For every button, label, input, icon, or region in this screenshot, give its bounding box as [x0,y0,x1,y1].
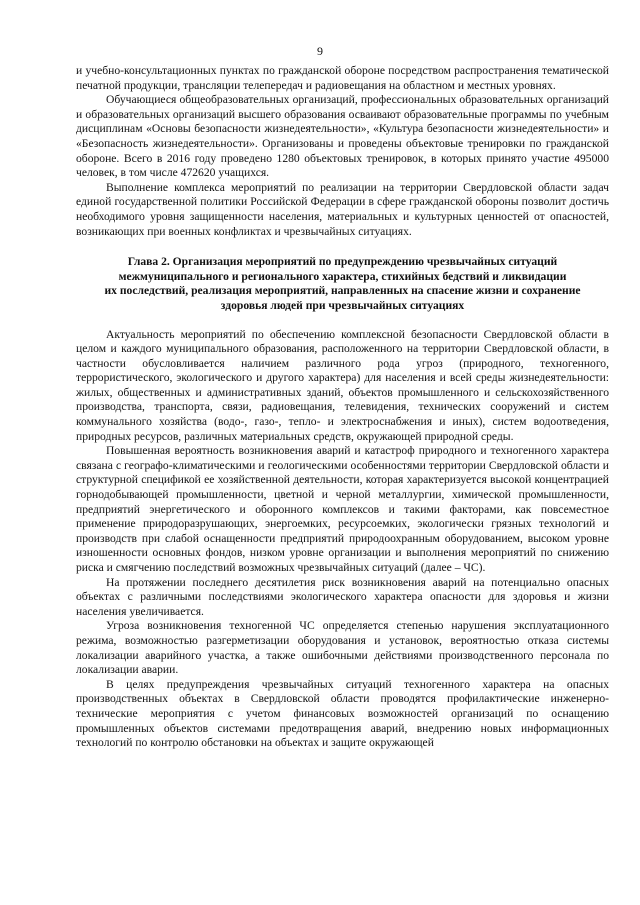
paragraph-continuation: и учебно-консультационных пунктах по гражданской обороне посредством распространения тематической печатной продукции, трансляции телепередач и радиовещания на областном и местных уровнях. [76,64,609,92]
page-number: 9 [317,44,323,58]
chapter-heading-line: их последствий, реализация мероприятий, направленных на спасение жизни и сохранение [104,284,581,298]
page-body [76,64,609,751]
paragraph-civil-defense-policy: Выполнение комплекса мероприятий по реализации на территории Свердловской области задач единой государственной политики Российской Федерации в сфере гражданской обороны позволит достичь необходимого уровня защищенности населения, материальных и культурных ценностей от опасностей, возникающих при военных конфликтах и чрезвычайных ситуациях. [76,180,609,238]
paragraph-students-training: Обучающиеся общеобразовательных организаций, профессиональных образовательных организаций и образовательных организаций высшего образования осваивают образовательные программы по учебным дисциплинам «Основы безопасности жизнедеятельности», «Культура безопасности жизнедеятельности» и «Безопасность жизнедеятельности». Организованы и проведены объектовые тренировки по гражданской обороне. Всего в 2016 году проведено 1280 объектовых тренировок, в которых принято участие 495000 человек, в том числе 472620 учащихся. [76,93,609,180]
paragraph-increased-risk: Повышенная вероятность возникновения аварий и катастроф природного и техногенного характера связана с географо-климатическими и геологическими особенностями территории Свердловской области и структурной спецификой ее хозяйственной деятельности, которая характеризуется высокой концентрацией горнодобывающей промышленности, цветной и черной металлургии, химической промышленности, предприятий энергетического и оборонного комплексов и такими факторами, как повсеместное применение природоразрушающих, энергоемких, ресурсоемких, экологически грязных технологий и производств при слабой оснащенности предприятий природоохранным оборудованием, высоком уровне изношенности основных фондов, низком уровне организации и выполнения мероприятий по снижению риска и смягчению последствий возможных чрезвычайных ситуаций (далее – ЧС). [76,444,609,574]
chapter-heading [76,255,609,313]
chapter-heading-line: Глава 2. Организация мероприятий по предупреждению чрезвычайных ситуаций [127,255,558,269]
paragraph-prevention-measures: В целях предупреждения чрезвычайных ситуаций техногенного характера на опасных производственных объектах в Свердловской области проводятся профилактические инженерно-технические мероприятия с учетом финансовых возможностей организаций по оснащению промышленных объектов системами предотвращения аварий, внедрению новых информационных технологий по контролю обстановки на объектах и защите окружающей [76,677,609,750]
paragraph-technogenic-threat: Угроза возникновения техногенной ЧС определяется степенью нарушения эксплуатационного режима, возможностью разгерметизации оборудования и установок, вероятностью отказа системы локализации аварийного участка, а также ошибочными действиями производственного персонала по локализации аварии. [76,619,609,677]
paragraph-relevance: Актуальность мероприятий по обеспечению комплексной безопасности Свердловской области в целом и каждого муниципального образования, расположенного на территории Свердловской области, в частности обусловливается наличием различного рода угроз (природного, техногенного, террористического, экологического и другого характера) для населения и всей среды жизнедеятельности: жилых, общественных и административных зданий, объектов промышленного и сельскохозяйственного производства, транспорта, связи, радиовещания, телевидения, технических сооружений и систем коммунального хозяйства (водо-, газо-, тепло- и электроснабжения и иных), систем водоотведения, природных ресурсов, различных материальных средств, окружающей природной среды. [76,327,609,443]
paragraph-last-decade: На протяжении последнего десятилетия риск возникновения аварий на потенциально опасных объектах с различными последствиями экологического характера опасности для здоровья и жизни населения увеличивается. [76,575,609,618]
chapter-heading-line: межмуниципального и регионального характера, стихийных бедствий и ликвидации [118,269,567,283]
chapter-heading-line: здоровья людей при чрезвычайных ситуациях [220,298,465,312]
